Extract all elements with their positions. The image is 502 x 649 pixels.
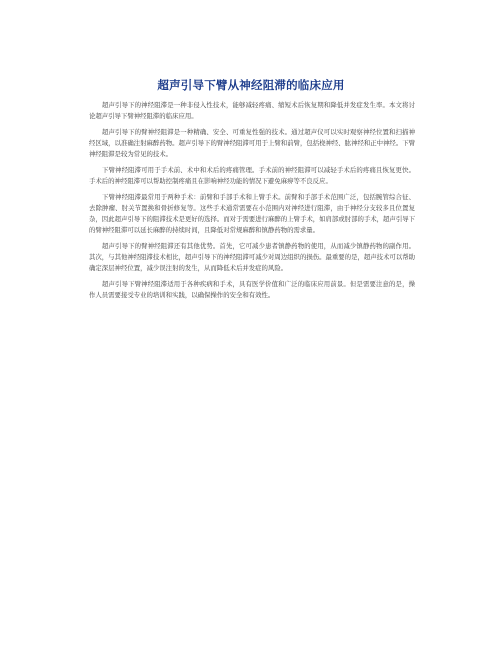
- paragraph-conclusion: 超声引导下臂神经阻滞适用于各种疾病和手术，具有医学价值和广泛的临床应用前景。但是需要注意的是，操作人员需要接受专业的培训和实践，以确保操作的安全和有效性。: [89, 280, 415, 300]
- document-title: 超声引导下臂从神经阻滞的临床应用: [157, 78, 345, 92]
- paragraph-advantages: 超声引导下的臂神经阻滞还有其他优势。首先，它可减少患者镇静药物的使用，从而减少镇静药物的副作用。其次，与其他神经阻滞技术相比，超声引导下的神经阻滞可减少对周边组织的损伤。最重要的是，超声技术可以帮助确定深层神经位置，减少误注射的发生，从而降低术后并发症的风险。: [89, 242, 415, 272]
- paragraph-surgery-types: 下臂神经阻滞最常用于两种手术：前臂和手部手术和上臂手术。前臂和手部手术范围广泛，包括腕管综合征、去除肿瘤、肘关节置换和骨折修复等。这些手术通常需要在小范围内对神经进行阻滞，由于神经分支较多且位置复杂，因此超声引导下的阻滞技术是更好的选择。而对于需要进行麻醉的上臂手术，如肩部或肘部的手术，超声引导下的臂神经阻滞可以延长麻醉的持续时间，且降低对常规麻醉和镇静药物的需求量。: [89, 193, 415, 234]
- paragraph-technique: 超声引导下的臂神经阻滞是一种精确、安全、可重复性强的技术。通过超声仪可以实时观察神经位置和扫描神经区域，以准确注射麻醉药物。超声引导下的臂神经阻滞可用于上臂和前臂，包括桡神经、肱神经和正中神经。下臂神经阻滞是较为常见的技术。: [89, 128, 415, 158]
- paragraph-pain-management: 下臂神经阻滞可用于手术前、术中和术后的疼痛管理。手术前的神经阻滞可以减轻手术后的疼痛且恢复更快。手术后的神经阻滞可以帮助控制疼痛且在影响神经功能的情况下避免麻痹等不良反应。: [89, 166, 415, 186]
- paragraph-intro: 超声引导下的神经阻滞是一种非侵入性技术，能够减轻疼痛、缩短术后恢复期和降低并发症发生率。本文将讨论超声引导下臂神经阻滞的临床应用。: [89, 101, 415, 120]
- document-body: [89, 100, 415, 306]
